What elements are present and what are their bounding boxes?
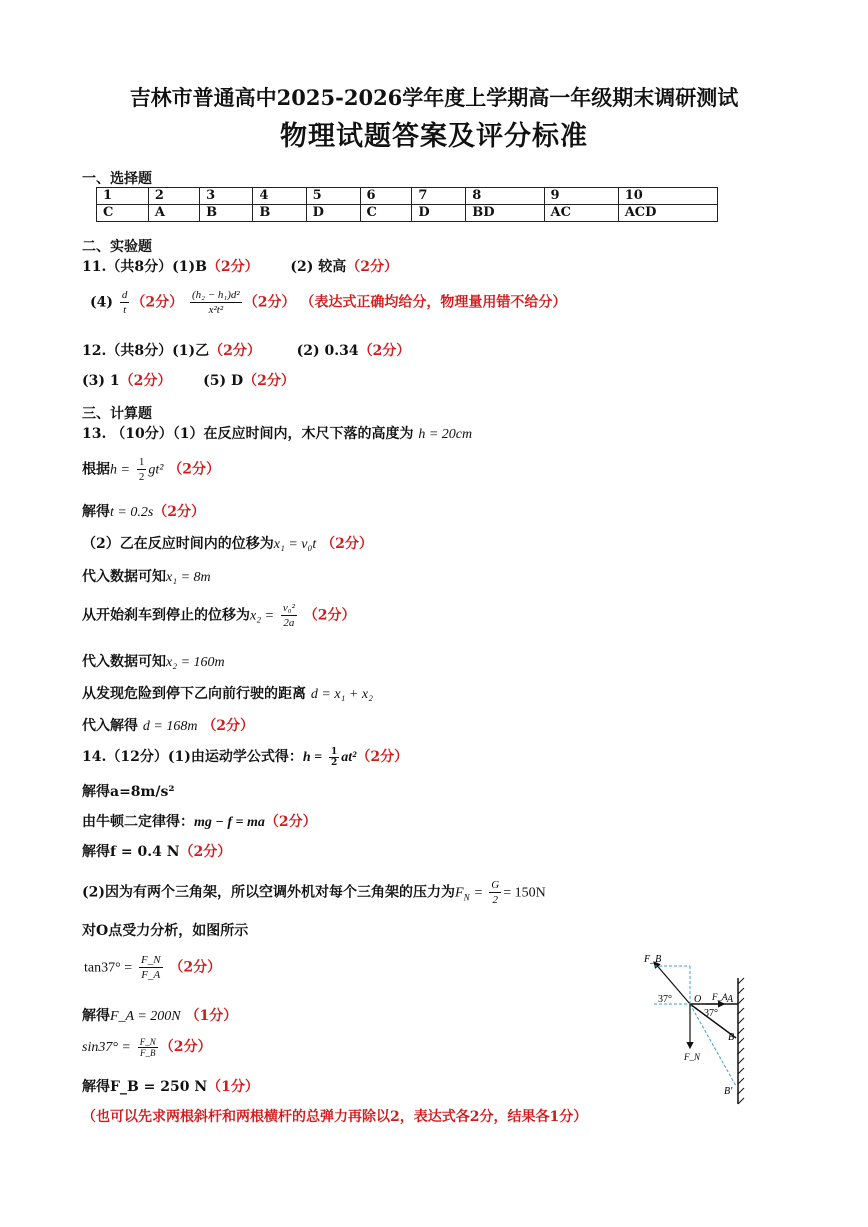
q13-l6-frac: [281, 601, 297, 630]
q13-l6-den: 2a: [283, 617, 295, 629]
q14-line8: [82, 1005, 237, 1025]
q13-line5: [82, 566, 211, 586]
q14-l1-den: 2: [330, 757, 338, 768]
answer-choice: AC: [544, 205, 618, 222]
q13-l4-points: （2分）: [321, 536, 373, 552]
q11-part4: (4): [90, 294, 113, 311]
q13-l4-text: （2）乙在反应时间内的位移为: [82, 536, 274, 552]
answer-choice: ACD: [618, 205, 717, 222]
answer-number: 3: [200, 188, 253, 205]
q12-line1: [82, 340, 410, 360]
answer-number: 6: [360, 188, 412, 205]
q13-line7: [82, 651, 225, 671]
q12-points1: （2分）: [209, 343, 261, 359]
q13-l3-points: （2分）: [153, 504, 206, 520]
title-line1: 吉林市普通高中2025-2026学年度上学期高一年级期末调研测试: [129, 85, 739, 110]
q14-l5-num: G: [491, 879, 500, 891]
q13-line8: [82, 683, 373, 703]
q13-line6: [82, 601, 356, 630]
answer-choice: BD: [466, 205, 544, 222]
label-O: O: [694, 994, 702, 1005]
q11-points2: （2分）: [346, 259, 399, 275]
q13-l3-text: 解得: [82, 504, 110, 520]
q14-l5-sub: N: [463, 892, 470, 903]
q14-l9-den: F_B: [140, 1047, 156, 1058]
q13-l8-math: d = x₁ + x₂: [310, 687, 373, 702]
q13-l2-num: 1: [138, 456, 145, 468]
q14-l5-eq: =: [474, 885, 483, 901]
q14-l5-text: (2)因为有两个三角架，所以空调外机对每个三角架的压力为: [82, 884, 455, 901]
q14-l5-den: 2: [492, 894, 498, 906]
q14-l5-frac: [489, 878, 501, 907]
q11-points1: （2分）: [206, 259, 259, 275]
q12-points2: （2分）: [358, 343, 411, 359]
label-A: A: [727, 994, 734, 1005]
q13-line1: [82, 423, 472, 443]
force-diagram: [640, 948, 750, 1108]
q11-formula2-den: x²t²: [208, 304, 224, 316]
q13-line2: [82, 455, 220, 484]
q13-line3: [82, 501, 205, 521]
q14-line10: [82, 1076, 259, 1096]
q14-l1-text: 14.（12分）(1)由运动学公式得：: [82, 749, 303, 765]
q13-line9: [82, 715, 254, 735]
q12-part3: (3) 1: [82, 373, 120, 389]
q14-l7-num: F_N: [140, 954, 161, 966]
q14-l3-points: （2分）: [264, 814, 317, 830]
q11-line1: [82, 256, 398, 276]
q14-line6: 对O点受力分析，如图所示: [82, 923, 249, 939]
q12-line2: [82, 370, 295, 390]
q14-line1: [82, 746, 408, 768]
answer-number: 8: [466, 188, 544, 205]
q14-l5-lhs: F: [455, 885, 464, 901]
q12-part2: (2) 0.34: [296, 343, 359, 359]
q14-line2: 解得a=8m/s²: [82, 784, 175, 800]
q13-l6-points: （2分）: [303, 607, 356, 624]
q13-l6-text: 从开始刹车到停止的位移为: [82, 607, 250, 624]
q13-l7-text: 代入数据可知: [82, 654, 166, 670]
answer-number: 7: [412, 188, 466, 205]
q14-l10-points: （1分）: [207, 1079, 259, 1095]
q14-l1-frac: [329, 747, 339, 768]
q14-line4: [82, 841, 231, 861]
label-angle1: 37°: [658, 994, 672, 1005]
q14-l3-math: mg − f = ma: [194, 815, 265, 830]
q11-points4: （2分）: [243, 294, 296, 311]
q14-l4-points: （2分）: [179, 844, 232, 860]
q14-l3-text: 由牛顿二定律得：: [82, 814, 194, 830]
label-angle2: 37°: [704, 1008, 718, 1019]
q11-line2: [90, 288, 566, 317]
answer-choice: C: [360, 205, 412, 222]
q11-formula1: [120, 288, 130, 317]
q12-points3: （2分）: [119, 373, 172, 389]
section-calc-heading: 三、计算题: [82, 406, 152, 422]
q13-l9-math: d = 168m: [142, 719, 198, 734]
answer-number: 5: [306, 188, 360, 205]
q13-l3-math: t = 0.2s: [110, 505, 154, 520]
q13-l1-math: h = 20cm: [418, 427, 473, 442]
q11-formula1-den: t: [123, 304, 127, 316]
q11-formula2-num: (h₂ − h₁)d²: [192, 289, 240, 301]
q14-line5: [82, 878, 546, 907]
q14-l1-num: 1: [330, 746, 338, 757]
q14-l1-points: （2分）: [356, 749, 409, 765]
q14-l1-lhs: h =: [302, 750, 323, 765]
q14-l5-rhs: = 150N: [503, 885, 546, 901]
q14-l9-num: F_N: [139, 1036, 156, 1047]
q14-l4-text: 解得f = 0.4 N: [82, 844, 180, 860]
q11-part2: (2) 较高: [290, 259, 347, 275]
answer-number-row: [97, 188, 718, 205]
q14-l10-text: 解得F_B = 250 N: [82, 1079, 208, 1095]
label-B: B: [728, 1032, 735, 1043]
q11-points3: （2分）: [131, 294, 184, 311]
q11-note: （表达式正确均给分，物理量用错不给分）: [300, 294, 567, 311]
q11-formula2: [190, 288, 242, 317]
q13-l8-text: 从发现危险到停下乙向前行驶的距离: [82, 686, 306, 702]
q14-l7-points: （2分）: [169, 959, 222, 976]
label-FB: F_B: [644, 954, 662, 965]
q14-l7-den: F_A: [141, 969, 161, 981]
answer-choice: D: [412, 205, 466, 222]
answer-choice-row: [97, 205, 718, 222]
q14-l9-lhs: sin37° =: [82, 1040, 131, 1055]
wall-hatch: [738, 978, 744, 1104]
q13-l2-rhs: gt²: [148, 462, 164, 478]
q13-line4: [82, 533, 373, 553]
q12-points5: （2分）: [243, 373, 295, 389]
q14-line9: [82, 1036, 212, 1058]
q14-line7: [84, 953, 221, 982]
q13-l5-text: 代入数据可知: [82, 569, 166, 585]
answer-number: 2: [148, 188, 199, 205]
q13-l4-math: x₁ = v₀t: [273, 537, 317, 552]
label-B-prime: B': [724, 1086, 733, 1097]
answer-number: 10: [618, 188, 717, 205]
title-line2: 物理试题答案及评分标准: [280, 121, 588, 152]
q13-l2-lhs: h =: [110, 462, 130, 478]
answer-choice: B: [200, 205, 253, 222]
q11-head: 11.（共8分）(1)B: [82, 259, 207, 275]
q13-l7-math: x₂ = 160m: [166, 655, 225, 670]
q14-l7-frac: [139, 953, 163, 982]
q14-l1-rhs: at²: [341, 750, 357, 765]
answer-table: [96, 187, 718, 222]
q12-head: 12.（共8分）(1)乙: [82, 343, 210, 359]
section-choice-heading: 一、选择题: [82, 171, 152, 187]
q14-l7-lhs: tan37° =: [84, 960, 133, 976]
answer-choice: A: [148, 205, 199, 222]
answer-number: 4: [253, 188, 306, 205]
answer-choice: B: [253, 205, 306, 222]
label-FN: F_N: [684, 1052, 701, 1062]
q13-l2-den: 2: [138, 471, 145, 483]
q14-l9-points: （2分）: [159, 1039, 212, 1055]
q13-l6-num: v₀²: [282, 602, 295, 614]
q14-l8-math: F_A = 200N: [110, 1009, 181, 1024]
q14-note: （也可以先求两根斜杆和两根横杆的总弹力再除以2，表达式各2分，结果各1分）: [82, 1109, 588, 1125]
q14-line3: [82, 811, 317, 831]
answer-number: 9: [544, 188, 618, 205]
q13-l9-points: （2分）: [202, 718, 255, 734]
q13-l2-points: （2分）: [168, 461, 221, 478]
q13-l9-text: 代入解得: [82, 718, 138, 734]
q13-l1-text: 13. （10分）（1）在反应时间内，木尺下落的高度为: [82, 426, 414, 442]
q14-l8-points: （1分）: [185, 1008, 238, 1024]
q13-l2-frac: [137, 455, 147, 484]
answer-number: 1: [97, 188, 149, 205]
q13-l5-math: x₁ = 8m: [166, 570, 211, 585]
q14-l8-text: 解得: [82, 1008, 110, 1024]
q13-l2-text: 根据: [82, 461, 110, 478]
answer-choice: D: [306, 205, 360, 222]
answer-choice: C: [97, 205, 149, 222]
q12-part5: (5) D: [203, 373, 244, 389]
label-FA: F_A: [712, 992, 728, 1002]
q14-l9-frac: [138, 1037, 158, 1058]
section-experiment-heading: 二、实验题: [82, 239, 152, 255]
q13-l6-lhs: x₂ =: [250, 608, 275, 624]
q11-formula1-num: d: [121, 289, 128, 301]
